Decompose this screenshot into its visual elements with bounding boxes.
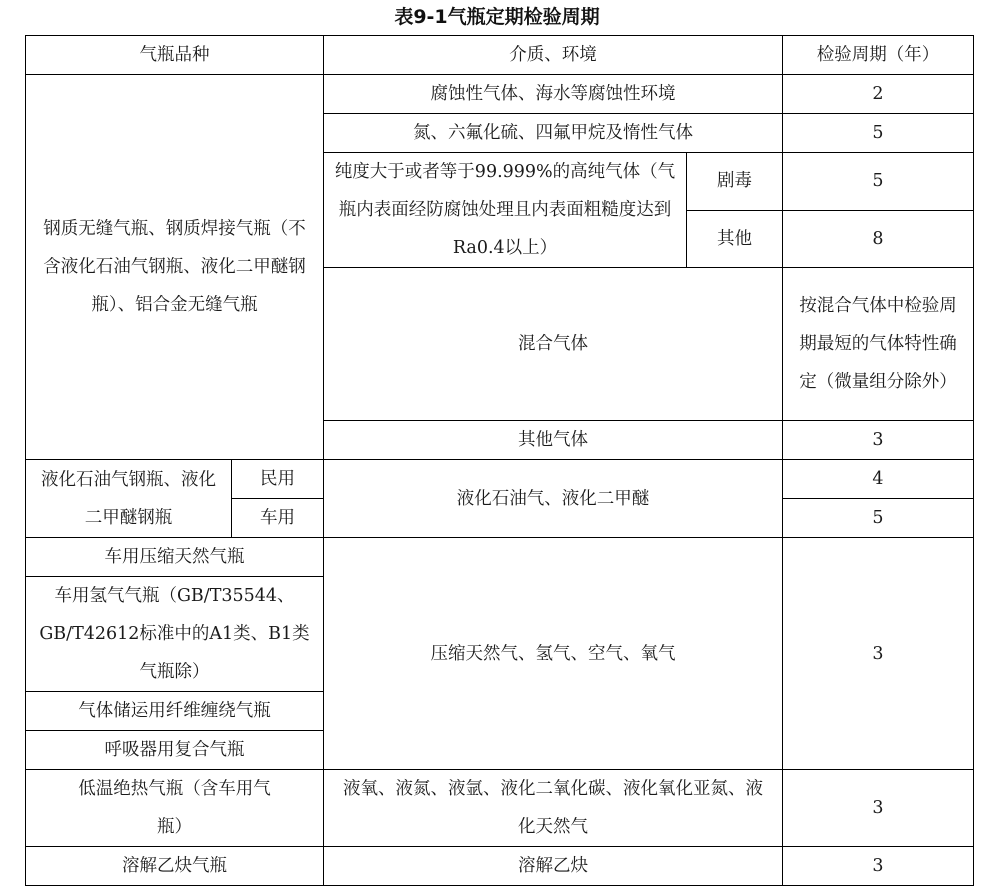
medium-cell: 腐蚀性气体、海水等腐蚀性环境 — [324, 75, 783, 114]
table-row — [26, 460, 974, 499]
sub-label-other: 其他 — [687, 210, 783, 268]
medium-cryogenic: 液氧、液氮、液氩、液化二氧化碳、液化氧化亚氮、液化天然气 — [324, 770, 783, 847]
cylinder-type-hydrogen-vehicle: 车用氢气气瓶（GB/T35544、GB/T42612标准中的A1类、B1类气瓶除） — [26, 577, 324, 692]
period-cell: 8 — [783, 210, 974, 268]
medium-high-purity: 纯度大于或者等于99.999%的高纯气体（气瓶内表面经防腐蚀处理且内表面粗糙度达到Ra0.4以上） — [324, 153, 687, 268]
medium-acetylene: 溶解乙炔 — [324, 847, 783, 886]
header-medium: 介质、环境 — [324, 36, 783, 75]
medium-cell: 其他气体 — [324, 421, 783, 460]
medium-compressed-gas: 压缩天然气、氢气、空气、氧气 — [324, 538, 783, 770]
period-cell: 3 — [783, 421, 974, 460]
cylinder-type-cryogenic: 低温绝热气瓶（含车用气瓶） — [26, 770, 324, 847]
header-cylinder-type: 气瓶品种 — [26, 36, 324, 75]
cylinder-type-cng-vehicle: 车用压缩天然气瓶 — [26, 538, 324, 577]
table-header-row — [26, 36, 974, 75]
period-cell: 3 — [783, 538, 974, 770]
table-row — [26, 75, 974, 114]
cylinder-type-steel-aluminum: 钢质无缝气瓶、钢质焊接气瓶（不含液化石油气钢瓶、液化二甲醚钢瓶）、铝合金无缝气瓶 — [26, 75, 324, 460]
cylinder-type-lpg: 液化石油气钢瓶、液化二甲醚钢瓶 — [26, 460, 232, 538]
table-row — [26, 847, 974, 886]
period-cell: 3 — [783, 847, 974, 886]
period-cell: 3 — [783, 770, 974, 847]
cylinder-type-breathing: 呼吸器用复合气瓶 — [26, 731, 324, 770]
medium-lpg: 液化石油气、液化二甲醚 — [324, 460, 783, 538]
table-title: 表9-1气瓶定期检验周期 — [394, 6, 600, 28]
period-cell: 5 — [783, 114, 974, 153]
period-mixed-gas: 按混合气体中检验周期最短的气体特性确定（微量组分除外） — [783, 268, 974, 421]
period-cell: 4 — [783, 460, 974, 499]
table-row — [26, 770, 974, 847]
inspection-period-table — [25, 35, 974, 886]
period-cell: 5 — [783, 153, 974, 211]
cylinder-type-acetylene: 溶解乙炔气瓶 — [26, 847, 324, 886]
table-row — [26, 538, 974, 577]
sub-label-vehicle: 车用 — [232, 499, 324, 538]
header-period: 检验周期（年） — [783, 36, 974, 75]
period-cell: 5 — [783, 499, 974, 538]
medium-mixed-gas: 混合气体 — [324, 268, 783, 421]
period-cell: 2 — [783, 75, 974, 114]
sub-label-toxic: 剧毒 — [687, 153, 783, 211]
sub-label-civil: 民用 — [232, 460, 324, 499]
cylinder-type-fiber-wound: 气体储运用纤维缠绕气瓶 — [26, 692, 324, 731]
medium-cell: 氮、六氟化硫、四氟甲烷及惰性气体 — [324, 114, 783, 153]
